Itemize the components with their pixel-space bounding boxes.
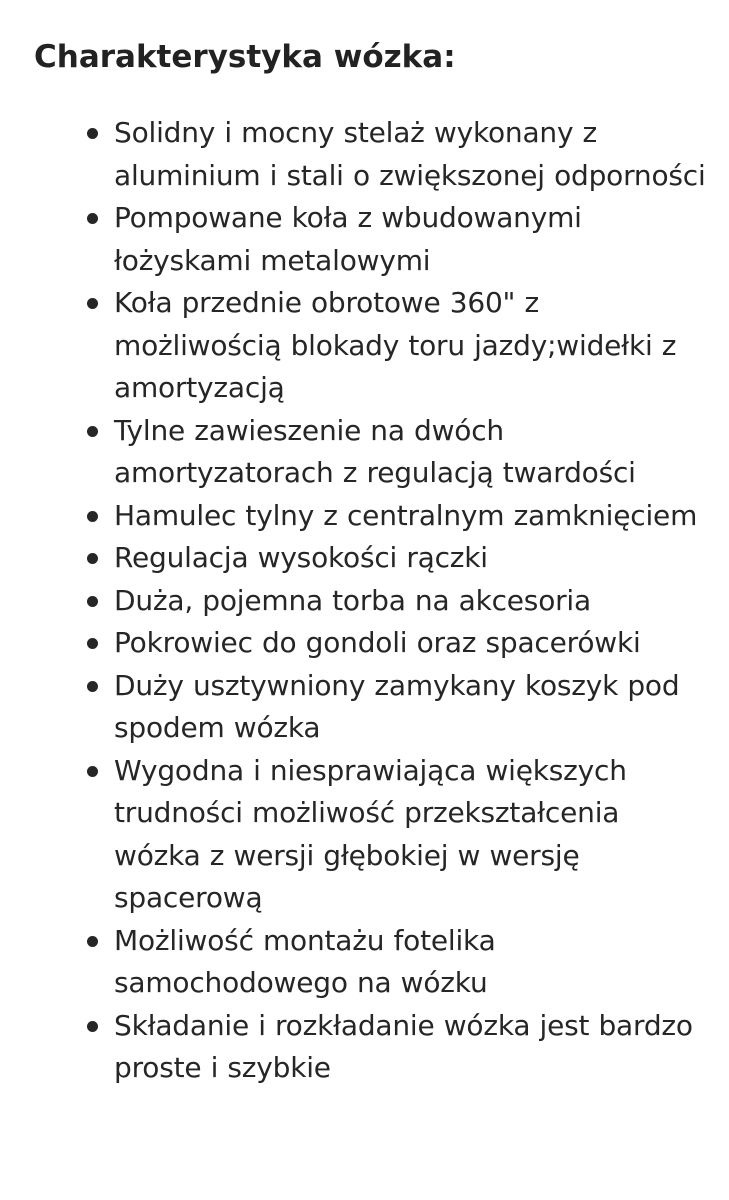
list-item [114,112,714,197]
list-item [114,410,714,495]
list-item [114,920,714,1005]
bullet-icon [87,936,98,947]
bullet-icon [87,553,98,564]
list-item [114,537,714,580]
feature-list [114,112,714,1090]
bullet-icon [87,128,98,139]
list-item-text: Pompowane koła z wbudowanymi łożyskami metalowymi [114,201,582,277]
bullet-icon [87,213,98,224]
list-item [114,580,714,623]
list-item-text: Koła przednie obrotowe 360" z możliwością blokady toru jazdy;widełki z amortyzacją [114,286,677,404]
bullet-icon [87,511,98,522]
list-item [114,282,714,410]
list-item [114,495,714,538]
list-item-text: Możliwość montażu fotelika samochodowego na wózku [114,923,496,999]
list-item-text: Duży usztywniony zamykany koszyk pod spodem wózka [114,668,680,744]
list-item [114,665,714,750]
bullet-icon [87,298,98,309]
list-item-text: Regulacja wysokości rączki [114,541,488,574]
list-item [114,750,714,920]
list-item-text: Solidny i mocny stelaż wykonany z aluminium i stali o zwiększonej odporności [114,116,706,192]
bullet-icon [87,638,98,649]
bullet-icon [87,596,98,607]
list-item [114,197,714,282]
list-item-text: Pokrowiec do gondoli oraz spacerówki [114,626,641,659]
list-item-text: Hamulec tylny z centralnym zamknięciem [114,498,698,532]
bullet-icon [87,426,98,437]
bullet-icon [87,766,98,777]
list-item [114,1005,714,1090]
bullet-icon [87,681,98,692]
list-item-text: Składanie i rozkładanie wózka jest bardzo proste i szybkie [114,1008,693,1084]
section-heading: Charakterystyka wózka: [34,39,456,75]
list-item-text: Tylne zawieszenie na dwóch amortyzatorach z regulacją twardości [114,413,636,489]
list-item [114,622,714,665]
list-item-text: Duża, pojemna torba na akcesoria [114,583,591,617]
list-item-text: Wygodna i niesprawiająca większych trudności możliwość przekształcenia wózka z wersji głębokiej w wersję spacerową [114,753,627,914]
bullet-icon [87,1021,98,1032]
